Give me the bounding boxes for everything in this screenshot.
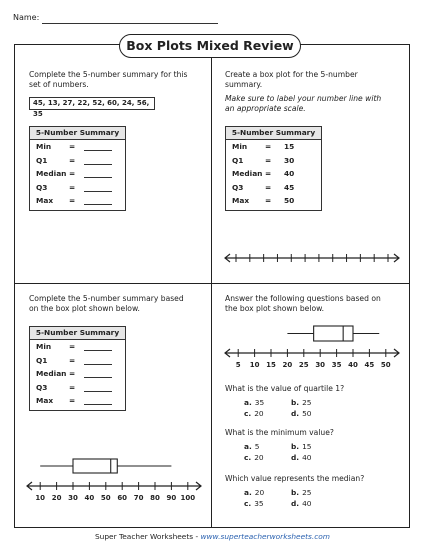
tick-label: 35 [331,361,342,369]
answer-option-a[interactable] [244,488,264,497]
answer-option-b[interactable] [291,442,312,451]
equals-sign: = [69,196,76,205]
tick-label: 50 [380,361,391,369]
option-letter: c. [244,499,252,508]
answer-blank[interactable] [84,404,112,405]
row-value: 50 [284,196,295,205]
tick-label: 15 [266,361,276,369]
summary-row-min [30,340,125,354]
equals-sign: = [265,155,272,165]
option-letter: c. [244,453,252,462]
tick-label: 30 [315,361,326,369]
number-set-box: 45, 13, 27, 22, 52, 60, 24, 56, 35 [29,97,155,110]
question-text: Which value represents the median? [225,474,365,483]
equals-sign: = [69,342,76,351]
answer-option-c[interactable] [244,453,264,462]
answer-blank[interactable] [84,377,112,378]
row-label: Max [36,396,54,405]
name-blank-line[interactable] [42,23,218,24]
box-plot-shape [287,326,379,341]
row-label: Max [232,196,250,205]
tick-label: 40 [348,361,358,369]
q3-prompt-line1: Complete the 5-number summary based [29,294,184,303]
row-label: Min [232,142,248,151]
option-value: 25 [302,488,312,497]
tick-label: 5 [235,361,241,369]
row-label: Q1 [232,155,244,165]
summary-header: 5-Number Summary [226,127,321,140]
row-label: Q3 [232,182,244,192]
q2-prompt-line1: Create a box plot for the 5-number [225,70,358,79]
answer-option-c[interactable] [244,409,264,418]
option-letter: d. [291,453,300,462]
option-value: 50 [302,409,312,418]
equals-sign: = [69,355,76,365]
equals-sign: = [265,196,272,205]
q2-note-line2: an appropriate scale. [225,104,306,113]
summary-row-min [226,140,321,154]
option-value: 20 [254,488,265,497]
row-value: 30 [284,155,295,165]
answer-blank[interactable] [84,177,112,178]
row-label: Median [36,369,67,378]
question-text: What is the value of quartile 1? [225,384,345,393]
number-line-ticks [35,482,195,502]
summary-row-q3 [226,181,321,195]
option-letter: a. [244,488,252,497]
tick-label: 30 [68,494,78,502]
worksheet-title: Box Plots Mixed Review [119,34,301,58]
row-value: 45 [284,182,295,192]
q3-prompt-line2: on the box plot shown below. [29,304,140,313]
option-value: 40 [302,453,312,462]
tick-label: 70 [133,494,144,502]
tick-label: 10 [35,494,46,502]
interquartile-box [314,326,353,341]
tick-label: 50 [100,494,111,502]
q2-blank-number-line[interactable] [222,251,402,265]
summary-row-max [30,194,125,208]
tick-label: 40 [84,494,95,502]
summary-row-max [30,394,125,408]
summary-header: 5-Number Summary [30,327,125,340]
option-value: 20 [254,409,264,418]
answer-option-a[interactable] [244,442,260,451]
option-value: 25 [302,398,312,407]
answer-option-d[interactable] [291,453,312,462]
summary-row-q3 [30,381,125,395]
tick-label: 20 [51,494,62,502]
footer-separator: - [193,532,201,541]
option-value: 5 [254,442,260,451]
tick-label: 10 [249,361,260,369]
horizontal-divider [14,283,410,284]
option-value: 35 [254,499,264,508]
option-value: 40 [302,499,312,508]
answer-blank[interactable] [84,350,112,351]
answer-option-b[interactable] [291,488,312,497]
q2-prompt-line2: summary. [225,80,263,89]
q4-prompt-line1: Answer the following questions based on [225,294,381,303]
summary-row-median [30,167,125,181]
answer-option-a[interactable] [244,398,264,407]
q4-prompt-line2: the box plot shown below. [225,304,325,313]
summary-row-q3 [30,181,125,195]
row-label: Median [36,169,67,178]
answer-option-c[interactable] [244,499,264,508]
row-label: Min [36,342,52,351]
name-label: Name: [13,13,40,22]
row-label: Max [36,196,54,205]
row-label: Min [36,142,52,151]
footer-brand: Super Teacher Worksheets [94,532,194,541]
question-text: What is the minimum value? [225,428,334,437]
summary-row-q1 [30,354,125,368]
summary-row-median [226,167,321,181]
q2-note-line1: Make sure to label your number line with [225,94,382,103]
equals-sign: = [265,142,272,151]
summary-row-q1 [226,154,321,168]
summary-header: 5-Number Summary [30,127,125,140]
row-value: 15 [284,142,295,151]
option-letter: a. [244,442,252,451]
summary-row-min [30,140,125,154]
page-footer [0,532,425,541]
tick-label: 45 [364,361,375,369]
tick-label: 60 [117,494,128,502]
equals-sign: = [69,382,76,392]
q4-box-plot [222,320,402,372]
answer-option-d[interactable] [291,409,312,418]
option-letter: b. [291,398,300,407]
answer-option-b[interactable] [291,398,312,407]
tick-label: 100 [180,494,196,502]
footer-url-link[interactable]: www.superteacherworksheets.com [200,532,330,541]
number-line-ticks [236,349,391,369]
summary-row-median [30,367,125,381]
answer-option-d[interactable] [291,499,312,508]
q1-summary-table [29,126,126,211]
answer-blank[interactable] [84,391,112,392]
equals-sign: = [69,182,76,192]
row-label: Q3 [36,182,48,192]
answer-blank[interactable] [84,364,112,365]
row-label: Q1 [36,355,48,365]
option-letter: d. [291,499,300,508]
tick-label: 25 [298,361,309,369]
option-letter: b. [291,488,300,497]
option-value: 20 [254,453,264,462]
option-value: 35 [254,398,265,407]
summary-row-q1 [30,154,125,168]
equals-sign: = [69,169,76,178]
equals-sign: = [69,396,76,405]
summary-row-max [226,194,321,208]
row-label: Q1 [36,155,48,165]
equals-sign: = [69,142,76,151]
q1-prompt-line1: Complete the 5-number summary for this [29,70,188,79]
row-value: 40 [284,169,295,178]
tick-label: 80 [150,494,160,502]
answer-blank[interactable] [84,164,112,165]
equals-sign: = [265,182,272,192]
tick-label: 20 [282,361,293,369]
answer-blank[interactable] [84,191,112,192]
equals-sign: = [69,369,76,378]
q3-box-plot [24,455,204,505]
option-letter: a. [244,398,252,407]
row-label: Q3 [36,382,48,392]
box-plot-shape [40,459,171,473]
option-letter: b. [291,442,300,451]
answer-blank[interactable] [84,204,112,205]
q1-prompt-line2: set of numbers. [29,80,89,89]
equals-sign: = [69,155,76,165]
row-label: Median [232,169,263,178]
tick-label: 90 [166,494,177,502]
vertical-divider [211,44,212,528]
answer-blank[interactable] [84,150,112,151]
option-letter: c. [244,409,252,418]
q3-summary-table [29,326,126,411]
q2-summary-table [225,126,322,211]
equals-sign: = [265,169,272,178]
option-letter: d. [291,409,300,418]
option-value: 15 [302,442,312,451]
